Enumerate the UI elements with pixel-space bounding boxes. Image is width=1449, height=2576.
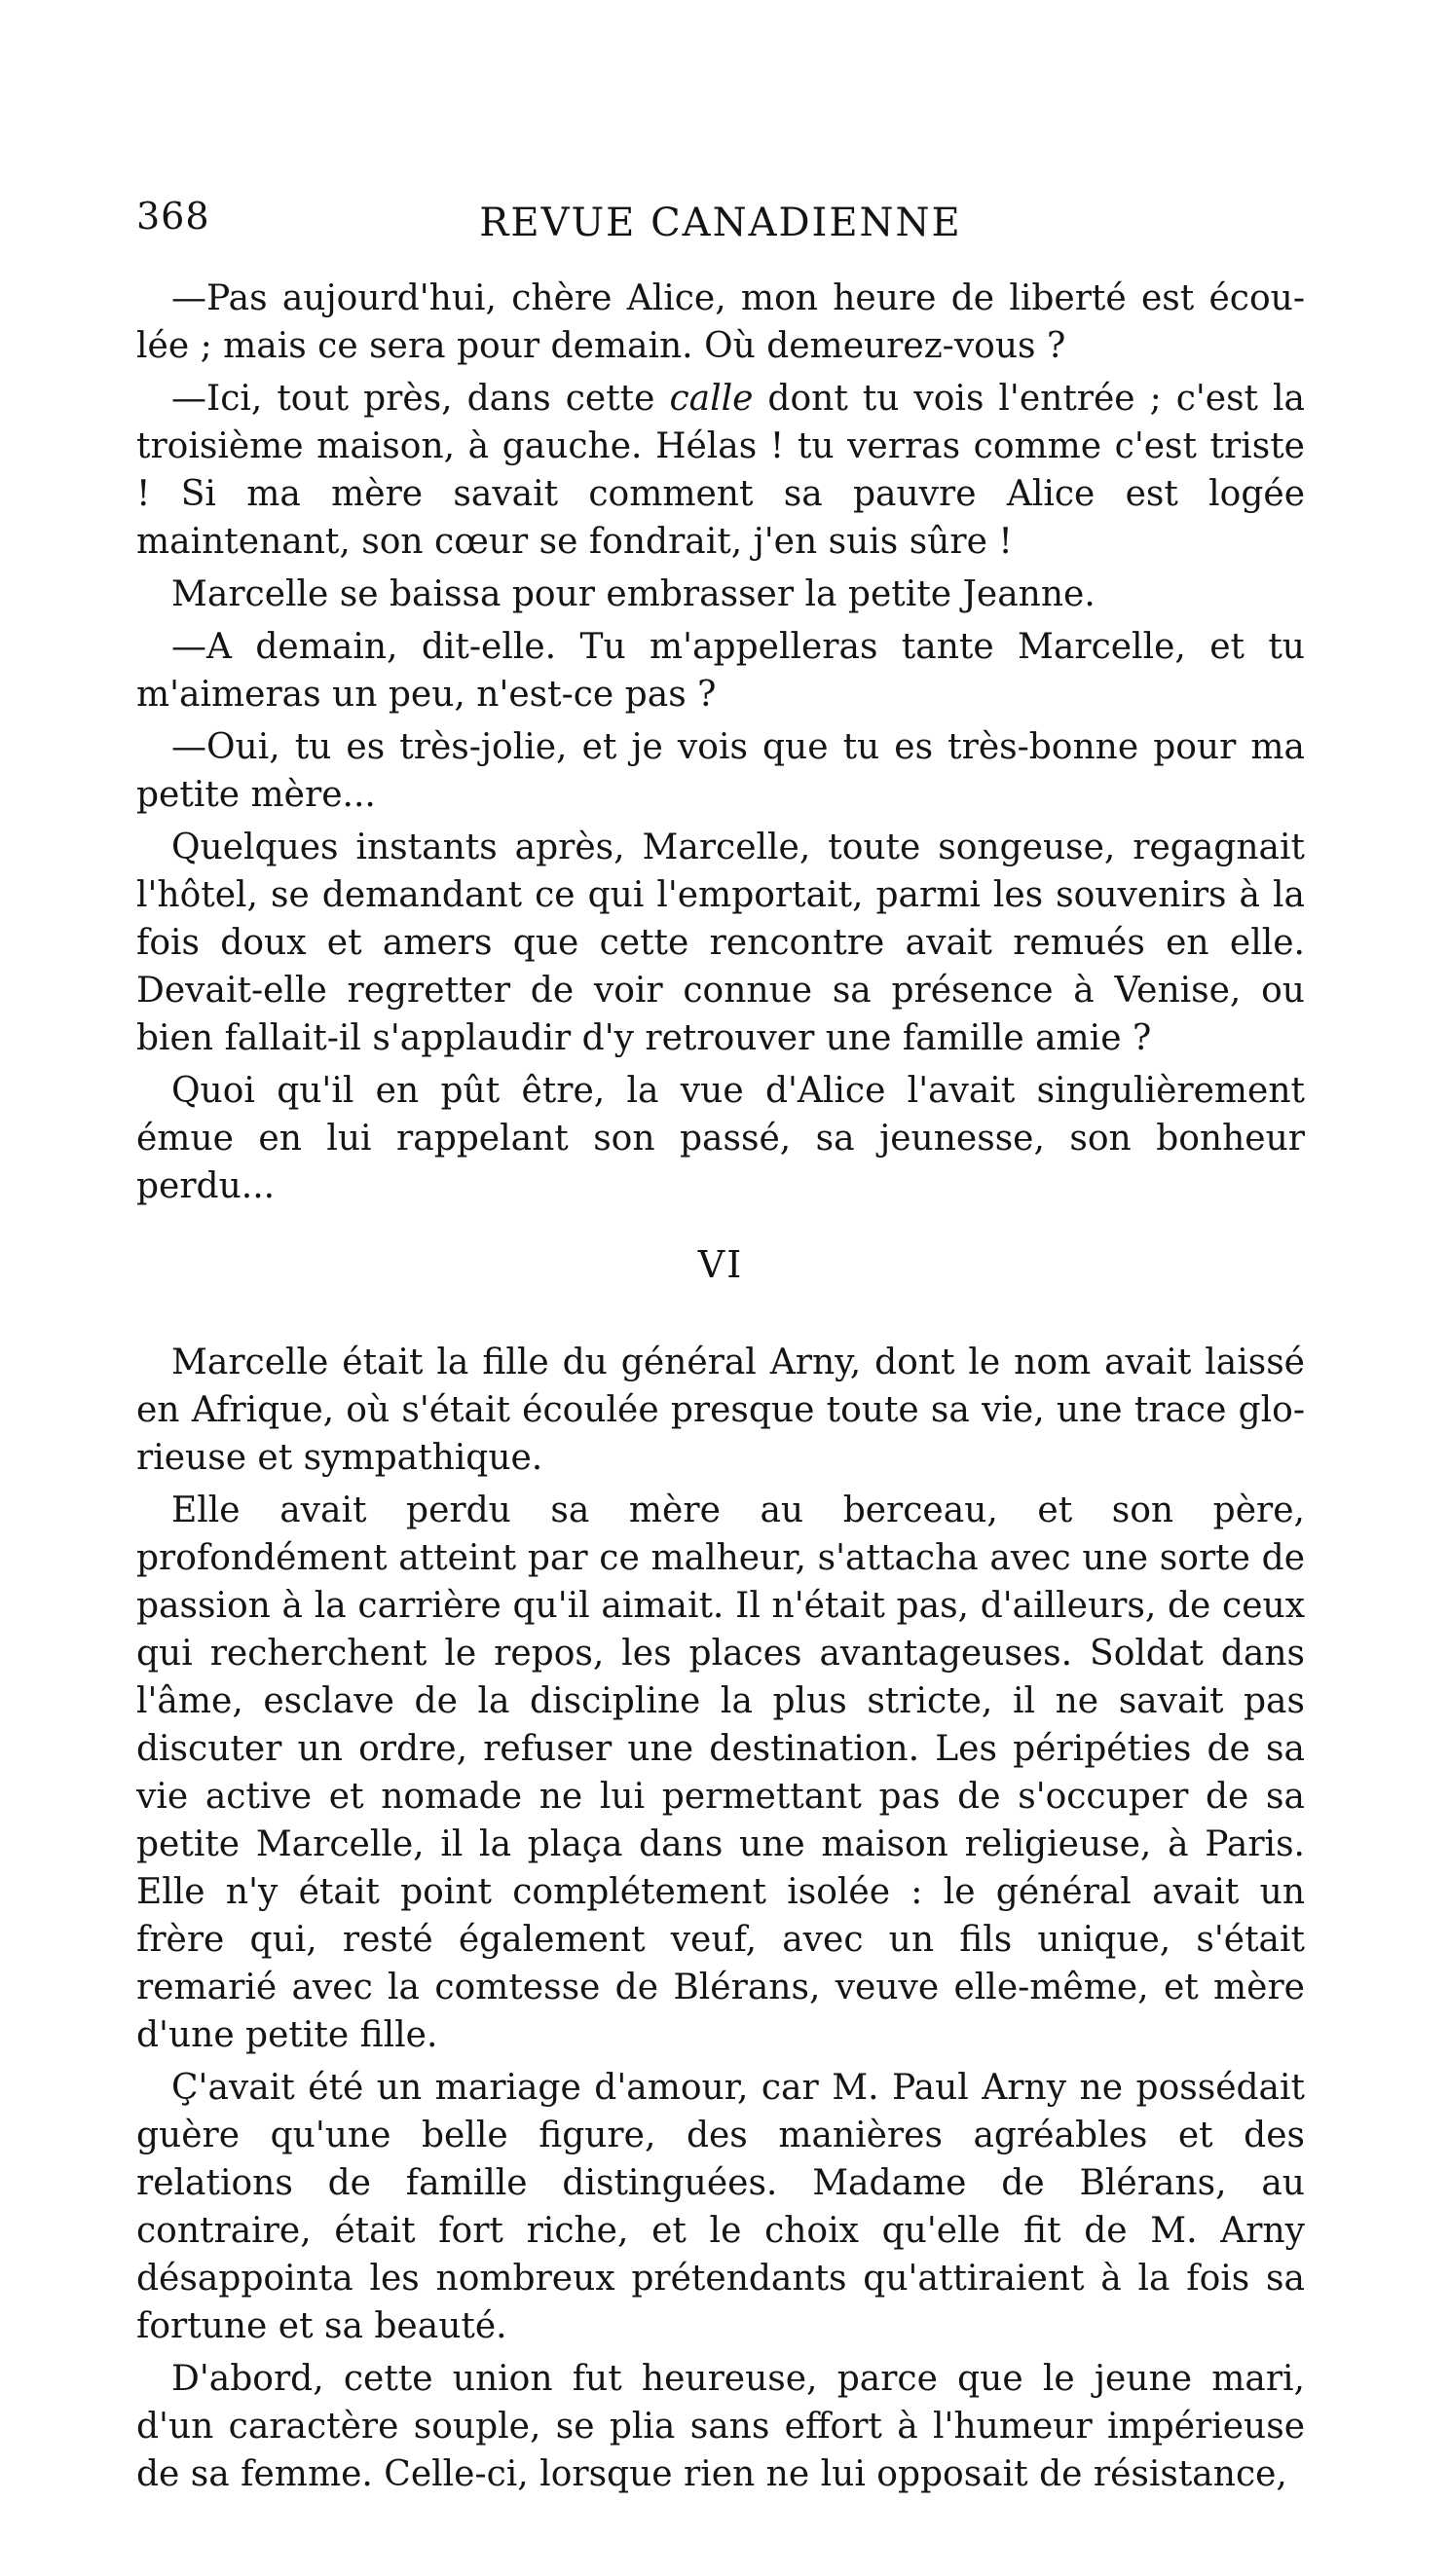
paragraph: Marcelle se baissa pour embrasser la petite Jeanne.: [171, 574, 1096, 614]
text-after-section: [136, 1339, 1305, 2498]
paragraph: Elle avait perdu sa mère au berceau, et son père, profondément atteint par ce malheur, s'attacha avec une sorte de passion à la carrière qu'il aimait. Il n'était pas, d'ailleurs, de ceux qui recherchent le repos, les places avantageuses. Soldat dans l'âme, esclave de la discipline la plus stricte, il ne savait pas discuter un ordre, refuser une destination. Les péripéties de sa vie active et nomade ne lui permettant pas de s'occuper de sa petite Marcelle, il la plaça dans une maison religieuse, à Paris. Elle n'y était point complétement isolée : le général avait un frère qui, resté également veuf, avec un fils unique, s'était remarié avec la comtesse de Blérans, veuve elle-même, et mère d'une petite fille.: [136, 1490, 1305, 2055]
paragraph: Ç'avait été un mariage d'amour, car M. Paul Arny ne possédait guère qu'une belle figure, des manières agréables et des relations de famille distinguées. Madame de Blérans, au contraire, était fort riche, et le choix qu'elle fit de M. Arny désappointa les nombreux prétendants qu'attiraient à la fois sa fortune et sa beauté.: [136, 2068, 1305, 2346]
paragraph: D'abord, cette union fut heureuse, parce que le jeune mari, d'un caractère souple, se plia sans effort à l'humeur impérieuse de sa femme. Celle-ci, lorsque rien ne lui opposait de résistance,: [136, 2359, 1305, 2494]
section-heading: VI: [697, 1243, 744, 1286]
text-before-section: [136, 275, 1305, 1210]
page-header: [136, 195, 1305, 263]
paragraph: —Oui, tu es très-jolie, et je vois que tu es très-bonne pour ma petite mère...: [136, 727, 1305, 815]
paragraph: —A demain, dit-elle. Tu m'appelleras tante Marcelle, et tu m'aimeras un peu, n'est-ce pas ?: [136, 627, 1305, 715]
paragraph: —Pas aujourd'hui, chère Alice, mon heure de liberté est écoulée ; mais ce sera pour demain. Où demeurez-vous ?: [136, 278, 1305, 366]
page-number: 368: [136, 195, 210, 238]
paragraph: Quoi qu'il en pût être, la vue d'Alice l'avait singulièrement émue en lui rappelant son passé, sa jeunesse, son bonheur perdu...: [136, 1071, 1305, 1206]
book-page: [136, 195, 1305, 2503]
running-title: REVUE CANADIENNE: [479, 201, 962, 245]
italic-word: calle: [669, 379, 754, 419]
paragraph: —Ici, tout près, dans cette calle dont tu vois l'entrée ; c'est la troisième maison, à gauche. Hélas ! tu verras comme c'est triste ! Si ma mère savait comment sa pauvre Alice est logée maintenant, son cœur se fondrait, j'en suis sûre !: [136, 379, 1305, 562]
paragraph: Quelques instants après, Marcelle, toute songeuse, regagnait l'hôtel, se demandant ce qui l'emportait, parmi les souvenirs à la fois doux et amers que cette rencontre avait remués en elle. Devait-elle regretter de voir connue sa présence à Venise, ou bien fallait-il s'applaudir d'y retrouver une famille amie ?: [136, 828, 1305, 1058]
paragraph: Marcelle était la fille du général Arny, dont le nom avait laissé en Afrique, où s'était écoulée presque toute sa vie, une trace glorieuse et sympathique.: [136, 1343, 1305, 1478]
